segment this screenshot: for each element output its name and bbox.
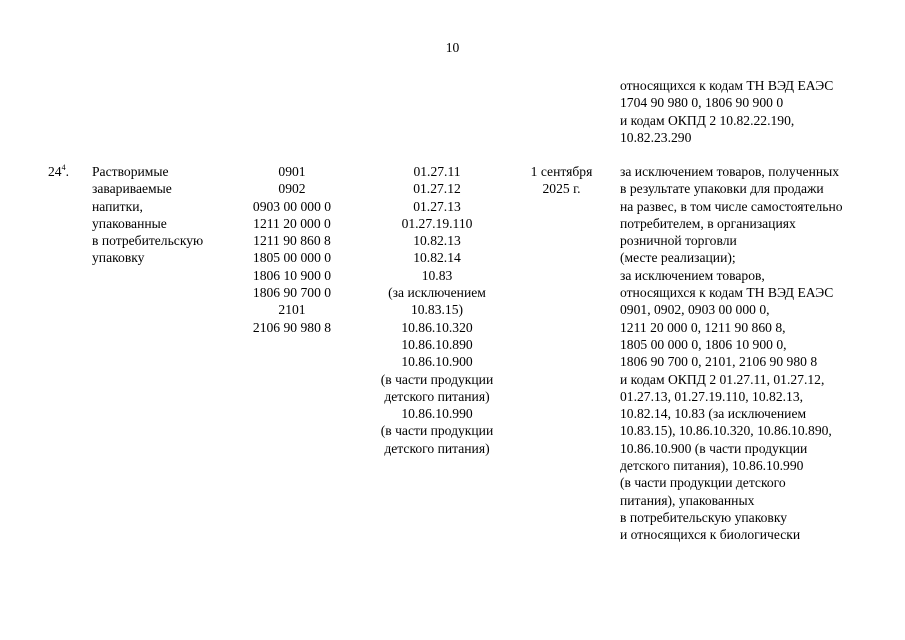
text-line: 10.83.15) (410, 302, 464, 318)
text-line: 0901, 0902, 0903 00 000 0, (620, 302, 770, 318)
text-line: упаковку (92, 250, 145, 266)
text-line: относящихся к кодам ТН ВЭД ЕАЭС (620, 78, 834, 93)
text-line: 2025 г. (542, 181, 581, 197)
text-line: 01.27.19.110 (401, 215, 473, 231)
text-line: 1806 90 700 0, 2101, 2106 90 980 8 (620, 354, 818, 370)
text-line: 10.86.10.900 (в части продукции (620, 440, 808, 456)
text-line: 0902 (278, 181, 306, 197)
text-line: 1704 90 980 0, 1806 90 900 0 (620, 95, 784, 111)
tnved-codes (245, 163, 339, 336)
text-line: (в части продукции (380, 371, 494, 387)
text-line: за исключением товаров, (620, 267, 765, 283)
text-line: и кодам ОКПД 2 01.27.11, 01.27.12, (620, 371, 825, 387)
text-line: 1211 20 000 0, 1211 90 860 8, (620, 319, 786, 335)
text-line: Растворимые (92, 164, 169, 179)
text-line: 01.27.13 (413, 198, 461, 214)
text-line: 1211 90 860 8 (253, 233, 331, 249)
row-number-main: 24 (48, 164, 62, 179)
product-name (92, 163, 242, 267)
text-line: 0903 00 000 0 (252, 198, 332, 214)
text-line: детского питания), 10.86.10.990 (620, 458, 804, 474)
text-line: 10.82.14, 10.83 (за исключением (620, 406, 807, 422)
text-line: потребителем, в организациях (620, 215, 796, 231)
text-line: и относящихся к биологически (620, 527, 801, 543)
text-line: 1211 20 000 0 (253, 215, 331, 231)
text-line: 01.27.13, 01.27.19.110, 10.82.13, (620, 388, 804, 404)
text-line: в потребительскую упаковку (620, 509, 788, 525)
text-line: на развес, в том числе самостоятельно (620, 198, 843, 214)
text-line: (за исключением (388, 285, 486, 301)
text-line: 01.27.11 (413, 164, 461, 179)
okpd-codes (368, 163, 506, 457)
page-number: 10 (445, 40, 460, 55)
text-line: 10.83 (421, 267, 453, 283)
text-line: 1805 00 000 0, 1806 10 900 0, (620, 336, 787, 352)
row-number (48, 163, 69, 180)
text-line: 1805 00 000 0 (252, 250, 332, 266)
text-line: детского питания) (384, 388, 490, 404)
text-line: 1806 10 900 0 (252, 267, 332, 283)
text-line: 10.86.10.890 (401, 336, 473, 352)
text-line: 10.82.14 (413, 250, 461, 266)
text-line: в результате упаковки для продажи (620, 181, 824, 197)
text-line: 10.83.15), 10.86.10.320, 10.86.10.890, (620, 423, 832, 439)
text-line: упакованные (92, 215, 167, 231)
text-line: относящихся к кодам ТН ВЭД ЕАЭС (620, 285, 834, 301)
text-line: 2101 (278, 302, 306, 318)
note-text (620, 163, 890, 544)
text-line: завариваемые (92, 181, 172, 197)
text-line: 10.82.13 (413, 233, 461, 249)
text-line: 10.86.10.990 (401, 406, 473, 422)
text-line: 2106 90 980 8 (252, 319, 332, 335)
text-line: питания), упакованных (620, 492, 755, 508)
text-line: напитки, (92, 198, 143, 214)
text-line: розничной торговли (620, 233, 737, 249)
text-line: и кодам ОКПД 2 10.82.22.190, (620, 112, 795, 128)
text-line: детского питания) (384, 440, 490, 456)
continued-note-text (620, 77, 890, 146)
text-line: 1806 90 700 0 (252, 285, 332, 301)
text-line: 0901 (278, 164, 306, 179)
text-line: в потребительскую (92, 233, 204, 249)
text-line: 10.82.23.290 (620, 129, 692, 145)
text-line: 01.27.12 (413, 181, 461, 197)
text-line: 1 сентября (530, 164, 593, 179)
text-line: (в части продукции (380, 423, 494, 439)
text-line: (месте реализации); (620, 250, 736, 266)
text-line: за исключением товаров, полученных (620, 164, 840, 179)
row-number-suffix: . (65, 164, 69, 179)
text-line: 10.86.10.320 (401, 319, 473, 335)
effective-date (513, 163, 610, 198)
row-number-superscript: 4 (61, 163, 66, 172)
text-line: 10.86.10.900 (401, 354, 473, 370)
text-line: (в части продукции детского (620, 475, 786, 491)
